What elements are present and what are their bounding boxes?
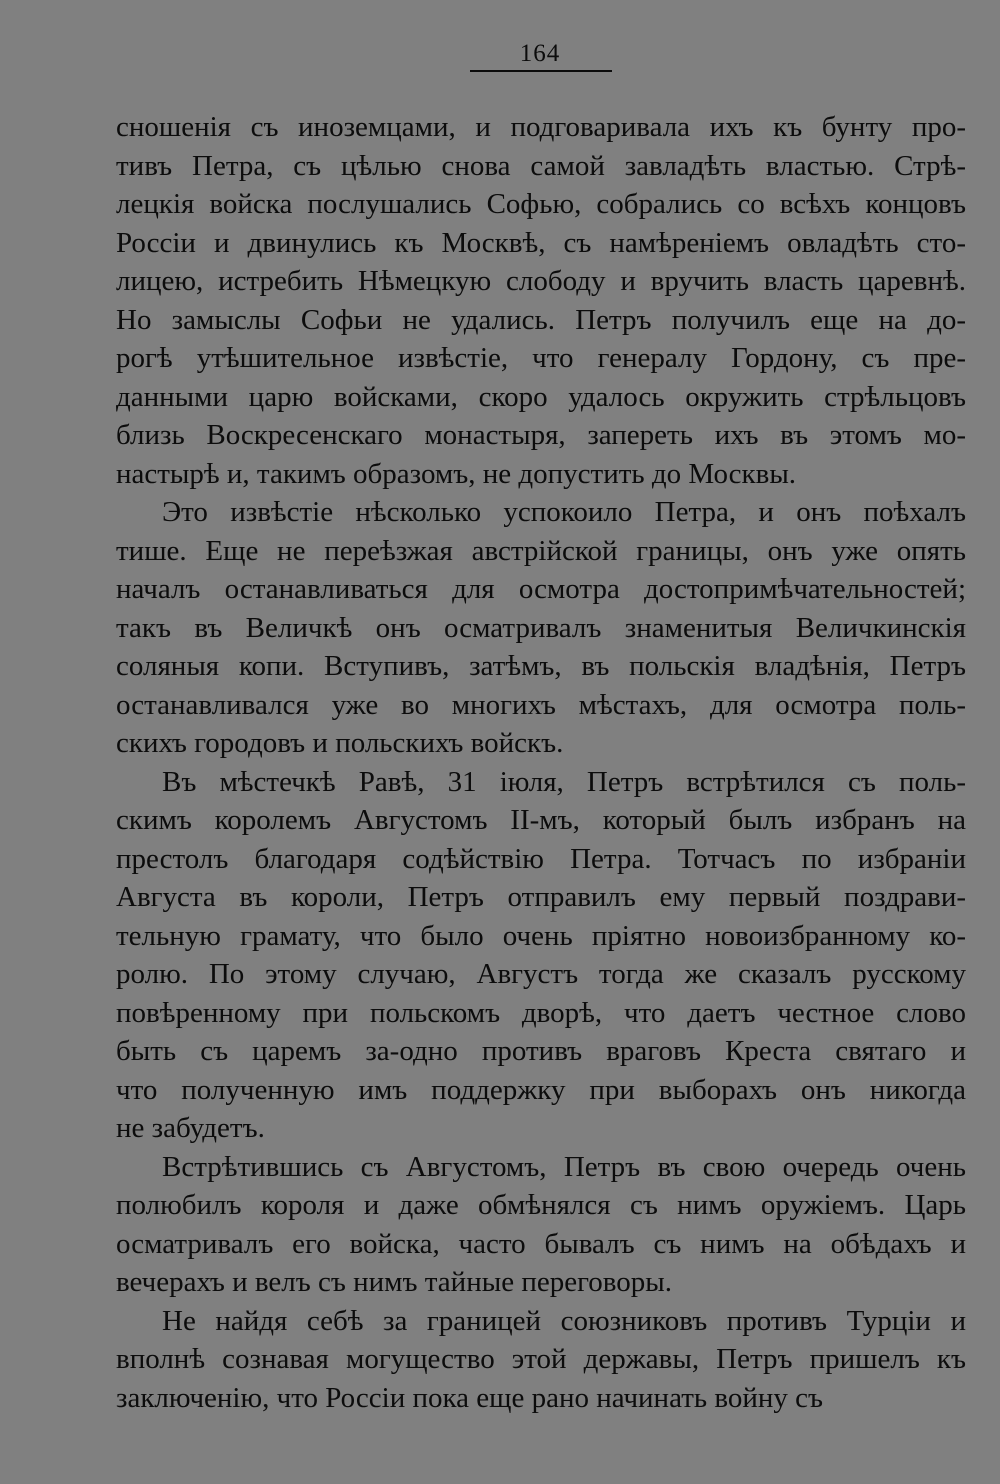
text-line: ролю. По этому случаю, Августъ тогда же сказалъ русскому — [116, 958, 966, 990]
text-line: скимъ королемъ Августомъ II-мъ, который былъ избранъ на — [116, 804, 966, 836]
paragraph — [116, 493, 966, 763]
text-line: Августа въ короли, Петръ отправилъ ему первый поздрави- — [116, 881, 966, 913]
paragraph — [116, 763, 966, 1148]
text-line: престолъ благодаря содѣйствію Петра. Тотчасъ по избраніи — [116, 842, 966, 875]
text-line: Россіи и двинулись къ Москвѣ, съ намѣреніемъ овладѣть сто- — [116, 226, 966, 259]
text-line: Это извѣстіе нѣсколько успокоило Петра, и онъ поѣхалъ — [162, 496, 966, 528]
page-number: 164 — [519, 40, 561, 67]
text-line: соляныя копи. Вступивъ, затѣмъ, въ польскія владѣнія, Петръ — [116, 650, 966, 682]
paragraph — [116, 1148, 966, 1302]
text-line: тельную грамату, что было очень пріятно новоизбранному ко- — [116, 919, 966, 952]
text-line: Но замыслы Софьи не удались. Петръ получилъ еще на до- — [116, 303, 966, 336]
text-line: лецкія войска послушались Софью, собрались со всѣхъ концовъ — [116, 188, 966, 220]
text-line: осматривалъ его войска, часто бывалъ съ нимъ на обѣдахъ и — [116, 1227, 966, 1260]
text-line: сношенія съ иноземцами, и подговаривала ихъ къ бунту про- — [116, 111, 966, 143]
text-line: вполнѣ сознавая могущество этой державы, Петръ пришелъ къ — [116, 1343, 966, 1375]
text-line: началъ останавливаться для осмотра достопримѣчательностей; — [116, 573, 966, 605]
paragraph — [116, 1302, 966, 1418]
text-line: заключенію, что Россіи пока еще рано начинать войну съ — [116, 1381, 824, 1414]
text-line: не забудетъ. — [116, 1112, 265, 1144]
text-line: останавливался уже во многихъ мѣстахъ, для осмотра поль- — [116, 688, 966, 721]
text-line: полюбилъ короля и даже обмѣнялся съ нимъ оружіемъ. Царь — [116, 1189, 966, 1221]
page-number-rule — [470, 70, 612, 72]
text-line: настырѣ и, такимъ образомъ, не допустить до Москвы. — [116, 457, 797, 490]
text-line: данными царю войсками, скоро удалось окружить стрѣльцовъ — [116, 380, 966, 413]
text-line: скихъ городовъ и польскихъ войскъ. — [116, 727, 564, 759]
text-line: что полученную имъ поддержку при выборахъ онъ никогда — [116, 1073, 966, 1106]
text-line: лицею, истребить Нѣмецкую слободу и вручить власть царевнѣ. — [116, 265, 966, 297]
text-line: такъ въ Величкѣ онъ осматривалъ знаменитыя Величкинскія — [116, 611, 966, 644]
text-line: Встрѣтившись съ Августомъ, Петръ въ свою очередь очень — [162, 1150, 966, 1183]
text-line: быть съ царемъ за-одно противъ враговъ Креста святаго и — [116, 1035, 966, 1067]
text-line: тивъ Петра, съ цѣлью снова самой завладѣть властью. Стрѣ- — [116, 149, 966, 182]
text-line: повѣренному при польскомъ дворѣ, что даетъ честное слово — [116, 996, 966, 1029]
text-line: рогѣ утѣшительное извѣстіе, что генералу Гордону, съ пре- — [116, 342, 966, 374]
text-line: тише. Еще не переѣзжая австрійской границы, онъ уже опять — [116, 534, 966, 567]
text-line: вечерахъ и велъ съ нимъ тайные переговоры. — [116, 1266, 672, 1298]
text-line: близь Воскресенскаго монастыря, запереть ихъ въ этомъ мо- — [116, 419, 966, 451]
text-line: Не найдя себѣ за границей союзниковъ противъ Турціи и — [162, 1304, 966, 1337]
page-body-text — [116, 108, 966, 1417]
text-line: Въ мѣстечкѣ Равѣ, 31 іюля, Петръ встрѣтился съ поль- — [162, 765, 966, 798]
paragraph — [116, 108, 966, 493]
